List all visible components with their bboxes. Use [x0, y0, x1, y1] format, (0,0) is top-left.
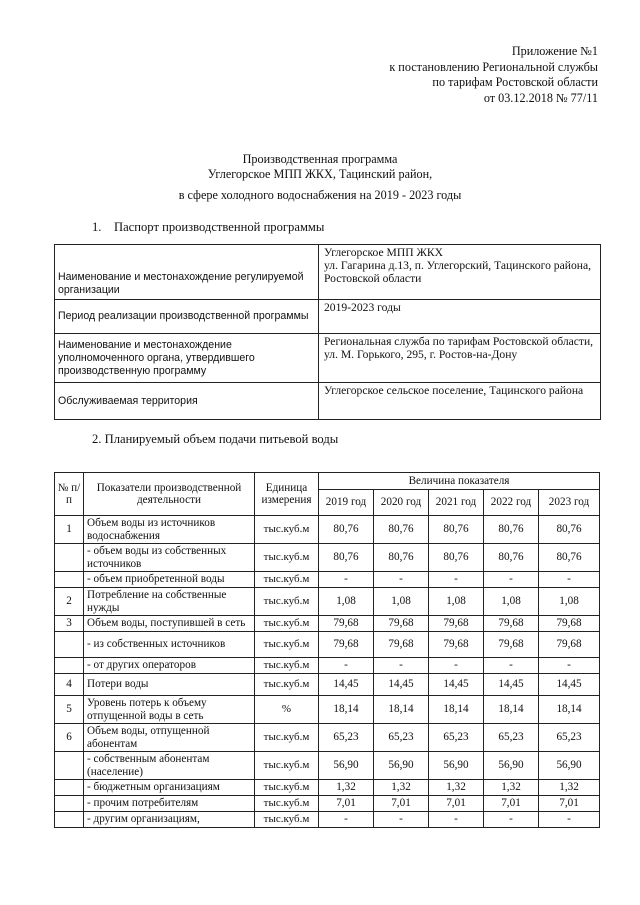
value-cell: -	[539, 812, 600, 828]
unit-cell: тыс.куб.м	[255, 752, 319, 780]
indicator-name: - бюджетным организациям	[84, 780, 255, 796]
value-cell: 65,23	[319, 724, 374, 752]
table-row	[55, 616, 600, 632]
table-row	[55, 572, 600, 588]
value-cell: 79,68	[539, 632, 600, 658]
table-row	[55, 796, 600, 812]
row-number: 4	[55, 674, 84, 696]
appendix-line: к постановлению Региональной службы	[389, 59, 598, 74]
water-volume-table	[54, 472, 600, 828]
passport-key: Обслуживаемая территория	[55, 383, 319, 420]
value-cell: 79,68	[374, 616, 429, 632]
value-cell: 80,76	[319, 516, 374, 544]
table-header-row	[55, 473, 600, 490]
value-cell: 79,68	[319, 616, 374, 632]
header-indicator: Показатели производственной деятельности	[84, 473, 255, 516]
header-year: 2020 год	[374, 490, 429, 516]
value-cell: 1,08	[319, 588, 374, 616]
value-cell: 65,23	[429, 724, 484, 752]
value-cell: 1,08	[539, 588, 600, 616]
value-cell: 80,76	[539, 544, 600, 572]
indicator-name: - собственным абонентам (население)	[84, 752, 255, 780]
section-2-heading: 2. Планируемый объем подачи питьевой воды	[92, 432, 339, 446]
value-cell: 18,14	[539, 696, 600, 724]
value-cell: 7,01	[429, 796, 484, 812]
row-number	[55, 796, 84, 812]
value-cell: 14,45	[374, 674, 429, 696]
section-1-heading	[92, 220, 324, 235]
value-cell: 80,76	[374, 516, 429, 544]
row-number: 6	[55, 724, 84, 752]
value-cell: 79,68	[539, 616, 600, 632]
value-cell: -	[429, 812, 484, 828]
unit-cell: тыс.куб.м	[255, 724, 319, 752]
value-cell: 1,08	[429, 588, 484, 616]
header-value-group: Величина показателя	[319, 473, 600, 490]
value-cell: 18,14	[374, 696, 429, 724]
passport-key: Период реализации производственной программы	[55, 300, 319, 334]
value-cell: 1,08	[374, 588, 429, 616]
table-row	[55, 516, 600, 544]
value-cell: -	[319, 658, 374, 674]
indicator-name: - объем воды из собственных источников	[84, 544, 255, 572]
program-organization: Углегорское МПП ЖКХ, Тацинский район,	[207, 167, 433, 181]
value-cell: 80,76	[429, 516, 484, 544]
row-number	[55, 812, 84, 828]
unit-cell: тыс.куб.м	[255, 796, 319, 812]
row-number: 2	[55, 588, 84, 616]
unit-cell: тыс.куб.м	[255, 674, 319, 696]
appendix-block	[389, 44, 598, 106]
value-cell: -	[429, 572, 484, 588]
table-row	[55, 658, 600, 674]
table-row	[55, 812, 600, 828]
header-year: 2021 год	[429, 490, 484, 516]
row-number	[55, 780, 84, 796]
passport-value-line: ул. Гагарина д.13, п. Углегорский, Тацинского района, Ростовской области	[324, 259, 591, 285]
passport-value-line: Углегорское МПП ЖКХ	[324, 246, 443, 259]
unit-cell: тыс.куб.м	[255, 616, 319, 632]
value-cell: 80,76	[429, 544, 484, 572]
indicator-name: - объем приобретенной воды	[84, 572, 255, 588]
passport-row	[55, 383, 601, 420]
table-row	[55, 724, 600, 752]
program-title-line: Производственная программа	[242, 152, 398, 166]
passport-table	[54, 244, 601, 420]
indicator-name: - из собственных источников	[84, 632, 255, 658]
unit-cell: тыс.куб.м	[255, 632, 319, 658]
table-row	[55, 752, 600, 780]
value-cell: -	[484, 812, 539, 828]
indicator-name: Объем воды, отпущенной абонентам	[84, 724, 255, 752]
header-year: 2022 год	[484, 490, 539, 516]
row-number	[55, 752, 84, 780]
appendix-date: от 03.12.2018 № 77/11	[483, 90, 598, 105]
unit-cell: %	[255, 696, 319, 724]
passport-value	[319, 245, 601, 300]
passport-row	[55, 334, 601, 383]
unit-cell: тыс.куб.м	[255, 658, 319, 674]
row-number	[55, 544, 84, 572]
row-number	[55, 572, 84, 588]
value-cell: -	[539, 658, 600, 674]
value-cell: 14,45	[539, 674, 600, 696]
passport-row	[55, 245, 601, 300]
value-cell: 80,76	[374, 544, 429, 572]
value-cell: 1,08	[484, 588, 539, 616]
value-cell: -	[484, 658, 539, 674]
value-cell: 7,01	[539, 796, 600, 812]
row-number	[55, 658, 84, 674]
unit-cell: тыс.куб.м	[255, 544, 319, 572]
value-cell: 79,68	[374, 632, 429, 658]
indicator-name: Объем воды из источников водоснабжения	[84, 516, 255, 544]
value-cell: -	[319, 572, 374, 588]
value-cell: 80,76	[319, 544, 374, 572]
appendix-line: по тарифам Ростовской области	[432, 75, 598, 89]
table-body	[55, 516, 600, 828]
value-cell: 79,68	[429, 632, 484, 658]
unit-cell: тыс.куб.м	[255, 516, 319, 544]
unit-cell: тыс.куб.м	[255, 572, 319, 588]
row-number: 1	[55, 516, 84, 544]
value-cell: 18,14	[319, 696, 374, 724]
value-cell: 14,45	[429, 674, 484, 696]
value-cell: 80,76	[539, 516, 600, 544]
value-cell: 56,90	[539, 752, 600, 780]
value-cell: -	[374, 658, 429, 674]
indicator-name: Потребление на собственные нужды	[84, 588, 255, 616]
table-row	[55, 632, 600, 658]
value-cell: 56,90	[429, 752, 484, 780]
table-row	[55, 780, 600, 796]
value-cell: 56,90	[484, 752, 539, 780]
value-cell: 18,14	[429, 696, 484, 724]
header-num: № п/п	[55, 473, 84, 516]
value-cell: 65,23	[539, 724, 600, 752]
value-cell: 79,68	[484, 632, 539, 658]
value-cell: 80,76	[484, 516, 539, 544]
value-cell: 79,68	[429, 616, 484, 632]
indicator-name: Потери воды	[84, 674, 255, 696]
indicator-name: - другим организациям,	[84, 812, 255, 828]
passport-key: Наименование и местонахождение регулируемой организации	[55, 245, 319, 300]
value-cell: -	[539, 572, 600, 588]
value-cell: 56,90	[374, 752, 429, 780]
unit-cell: тыс.куб.м	[255, 780, 319, 796]
appendix-title: Приложение №1	[511, 44, 598, 58]
value-cell: 7,01	[484, 796, 539, 812]
header-year: 2019 год	[319, 490, 374, 516]
table-row	[55, 674, 600, 696]
value-cell: -	[484, 572, 539, 588]
value-cell: 79,68	[319, 632, 374, 658]
section-number: 1.	[92, 220, 102, 234]
value-cell: 1,32	[484, 780, 539, 796]
value-cell: -	[374, 572, 429, 588]
indicator-name: - от других операторов	[84, 658, 255, 674]
table-row	[55, 696, 600, 724]
table-row	[55, 544, 600, 572]
passport-value: 2019-2023 годы	[319, 300, 601, 334]
value-cell: 1,32	[429, 780, 484, 796]
value-cell: -	[319, 812, 374, 828]
value-cell: 79,68	[484, 616, 539, 632]
section-title: Паспорт производственной программы	[114, 220, 325, 234]
passport-key: Наименование и местонахождение уполномоченного органа, утвердившего производственную программу	[55, 334, 319, 383]
passport-row	[55, 300, 601, 334]
value-cell: 1,32	[374, 780, 429, 796]
table-row	[55, 588, 600, 616]
passport-value: Региональная служба по тарифам Ростовской области, ул. М. Горького, 295, г. Ростов-на-Дону	[319, 334, 601, 383]
value-cell: 65,23	[374, 724, 429, 752]
header-unit: Единица измерения	[255, 473, 319, 516]
value-cell: 14,45	[484, 674, 539, 696]
passport-value: Углегорское сельское поселение, Тацинского района	[319, 383, 601, 420]
value-cell: 56,90	[319, 752, 374, 780]
program-scope: в сфере холодного водоснабжения на 2019 - 2023 годы	[178, 188, 462, 202]
value-cell: 18,14	[484, 696, 539, 724]
value-cell: 80,76	[484, 544, 539, 572]
value-cell: 14,45	[319, 674, 374, 696]
indicator-name: - прочим потребителям	[84, 796, 255, 812]
header-year: 2023 год	[539, 490, 600, 516]
value-cell: -	[429, 658, 484, 674]
indicator-name: Объем воды, поступившей в сеть	[84, 616, 255, 632]
value-cell: -	[374, 812, 429, 828]
value-cell: 7,01	[374, 796, 429, 812]
value-cell: 1,32	[539, 780, 600, 796]
program-title	[0, 152, 640, 182]
row-number: 3	[55, 616, 84, 632]
row-number: 5	[55, 696, 84, 724]
indicator-name: Уровень потерь к объему отпущенной воды в сеть	[84, 696, 255, 724]
value-cell: 7,01	[319, 796, 374, 812]
row-number	[55, 632, 84, 658]
unit-cell: тыс.куб.м	[255, 812, 319, 828]
unit-cell: тыс.куб.м	[255, 588, 319, 616]
value-cell: 1,32	[319, 780, 374, 796]
value-cell: 65,23	[484, 724, 539, 752]
